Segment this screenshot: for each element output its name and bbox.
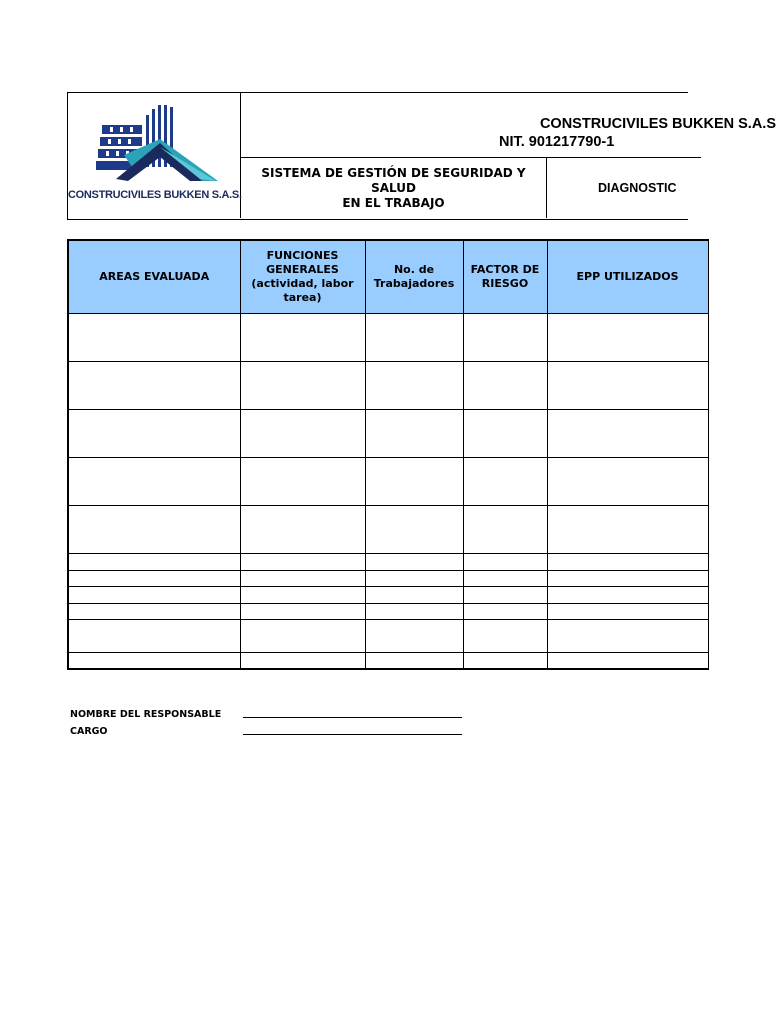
system-title-cell <box>241 158 547 218</box>
logo-cell <box>68 93 241 218</box>
table-cell[interactable] <box>463 458 547 506</box>
table-cell[interactable] <box>365 587 463 604</box>
table-row <box>68 410 708 458</box>
table-cell[interactable] <box>547 314 708 362</box>
company-title-cell <box>241 93 776 158</box>
table-cell[interactable] <box>365 506 463 554</box>
table-cell[interactable] <box>547 410 708 458</box>
table-cell[interactable] <box>365 653 463 669</box>
table-cell[interactable] <box>547 620 708 653</box>
responsable-label: NOMBRE DEL RESPONSABLE <box>70 709 222 720</box>
cargo-label: CARGO <box>70 726 108 737</box>
table-cell[interactable] <box>365 410 463 458</box>
table-cell[interactable] <box>68 571 240 587</box>
table-cell[interactable] <box>240 620 365 653</box>
table-cell[interactable] <box>463 653 547 669</box>
table-cell[interactable] <box>68 554 240 571</box>
company-logo-icon <box>80 103 230 189</box>
system-title-line2: EN EL TRABAJO <box>342 195 445 210</box>
logo-text: CONSTRUCIVILES BUKKEN S.A.S. <box>68 189 242 201</box>
table-cell[interactable] <box>547 458 708 506</box>
table-cell[interactable] <box>240 314 365 362</box>
table-row <box>68 587 708 604</box>
table-row <box>68 653 708 669</box>
column-header-trabajadores: No. de Trabajadores <box>365 240 463 314</box>
document-header <box>67 92 776 220</box>
table-cell[interactable] <box>463 506 547 554</box>
table-row <box>68 506 708 554</box>
column-header-epp: EPP UTILIZADOS <box>547 240 708 314</box>
table-cell[interactable] <box>68 604 240 620</box>
table-cell[interactable] <box>240 410 365 458</box>
diagnostic-table-wrapper <box>67 239 677 671</box>
table-cell[interactable] <box>547 506 708 554</box>
table-cell[interactable] <box>68 506 240 554</box>
table-row <box>68 571 708 587</box>
cargo-field[interactable] <box>243 723 462 735</box>
table-cell[interactable] <box>68 620 240 653</box>
column-header-areas: AREAS EVALUADA <box>68 240 240 314</box>
table-cell[interactable] <box>68 653 240 669</box>
table-cell[interactable] <box>240 587 365 604</box>
table-header-row <box>68 240 708 314</box>
table-cell[interactable] <box>365 620 463 653</box>
table-cell[interactable] <box>463 362 547 410</box>
table-cell[interactable] <box>547 587 708 604</box>
table-cell[interactable] <box>365 314 463 362</box>
table-cell[interactable] <box>365 604 463 620</box>
table-cell[interactable] <box>240 362 365 410</box>
table-cell[interactable] <box>463 604 547 620</box>
table-cell[interactable] <box>463 571 547 587</box>
table-cell[interactable] <box>463 314 547 362</box>
table-cell[interactable] <box>68 314 240 362</box>
table-cell[interactable] <box>240 506 365 554</box>
document-title-cell <box>547 158 758 218</box>
table-cell[interactable] <box>68 362 240 410</box>
table-cell[interactable] <box>240 458 365 506</box>
table-cell[interactable] <box>547 554 708 571</box>
table-cell[interactable] <box>68 458 240 506</box>
table-cell[interactable] <box>547 653 708 669</box>
column-header-factor-riesgo: FACTOR DE RIESGO <box>463 240 547 314</box>
table-cell[interactable] <box>365 458 463 506</box>
document-title: DIAGNOSTIC <box>598 181 677 195</box>
responsable-field[interactable] <box>243 706 462 718</box>
table-cell[interactable] <box>463 554 547 571</box>
table-cell[interactable] <box>463 587 547 604</box>
table-cell[interactable] <box>547 604 708 620</box>
table-cell[interactable] <box>68 410 240 458</box>
table-row <box>68 362 708 410</box>
table-cell[interactable] <box>240 571 365 587</box>
table-row <box>68 620 708 653</box>
table-cell[interactable] <box>547 362 708 410</box>
table-cell[interactable] <box>365 362 463 410</box>
table-cell[interactable] <box>240 554 365 571</box>
system-title-line1: SISTEMA DE GESTIÓN DE SEGURIDAD Y SALUD <box>261 165 526 195</box>
table-cell[interactable] <box>547 571 708 587</box>
table-cell[interactable] <box>240 653 365 669</box>
company-name: CONSTRUCIVILES BUKKEN S.A.S <box>539 116 776 132</box>
table-cell[interactable] <box>68 587 240 604</box>
table-cell[interactable] <box>463 410 547 458</box>
table-cell[interactable] <box>240 604 365 620</box>
table-row <box>68 458 708 506</box>
table-cell[interactable] <box>463 620 547 653</box>
column-header-funciones: FUNCIONES GENERALES (actividad, labor tarea) <box>240 240 365 314</box>
table-cell[interactable] <box>365 554 463 571</box>
table-row <box>68 314 708 362</box>
diagnostic-table <box>67 239 709 670</box>
company-nit: NIT. 901217790-1 <box>499 134 615 150</box>
table-row <box>68 554 708 571</box>
table-row <box>68 604 708 620</box>
table-cell[interactable] <box>365 571 463 587</box>
